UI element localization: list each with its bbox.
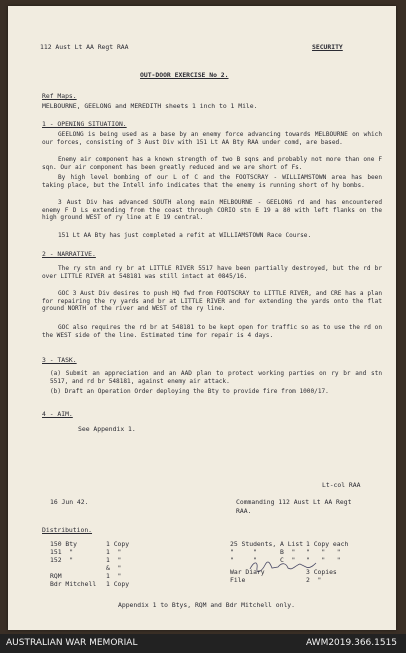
document-page <box>8 6 396 630</box>
signatory-rank: Lt-col RAA <box>322 481 361 489</box>
section-2-para-2: GOC 3 Aust Div desires to push HQ fwd from FOOTSCRAY to LITTLE RIVER, and CRE has a plan for repairing the ry yards and br at LITTLE RIVER and for extending the yards onto the flat ground NORTH of the river and WEST of the ry line. <box>42 290 382 312</box>
section-4-text: See Appendix 1. <box>78 425 136 433</box>
command-line-1: Commanding 112 Aust Lt AA Regt <box>236 498 352 506</box>
section-3-heading: 3 - TASK. <box>42 356 77 364</box>
dist-left-to: 151 " <box>50 548 74 556</box>
archive-footer-bar <box>0 634 406 653</box>
dist-left-to: 150 Bty <box>50 540 77 548</box>
dist-left-qty: 1 Copy <box>106 580 130 588</box>
section-2-heading: 2 - NARRATIVE. <box>42 250 96 258</box>
dist-left-qty: 1 Copy <box>106 540 130 548</box>
dist-right-qty: 1 Copy each <box>306 540 349 548</box>
dist-left-qty: & " <box>106 564 122 572</box>
appendix-distribution-note: Appendix 1 to Btys, RQM and Bdr Mitchell only. <box>118 601 295 609</box>
dist-right-to: 25 Students, A List <box>230 540 304 548</box>
section-4-heading: 4 - AIM. <box>42 410 73 418</box>
section-1-para-5: 151 Lt AA Bty has just completed a refit at WILLIAMSTOWN Race Course. <box>58 232 312 239</box>
dist-right-qty: 3 Copies <box>306 568 337 576</box>
ref-maps-text: MELBOURNE, GEELONG and MEREDITH sheets 1 inch to 1 Mile. <box>42 102 258 110</box>
issue-date: 16 Jun 42. <box>50 498 89 506</box>
command-line-2: RAA. <box>236 507 252 515</box>
section-1-para-3: By high level bombing of our L of C and the FOOTSCRAY - WILLIAMSTOWN area has been taking place, but the Intell info indicates that the enemy is running short of hy bombs. <box>42 174 382 189</box>
section-2-para-1: The ry stn and ry br at LITTLE RIVER 5517 have been partially destroyed, but the rd br over LITTLE RIVER at 548181 was still intact at 0845/16. <box>42 265 382 280</box>
dist-right-to: War Diary <box>230 568 265 576</box>
dist-left-qty: 1 " <box>106 572 122 580</box>
dist-left-qty: 1 " <box>106 556 122 564</box>
document-title: OUT-DOOR EXERCISE No 2. <box>140 71 229 79</box>
section-1-para-1: GEELONG is being used as a base by an enemy force advancing towards MELBOURNE on which our forces, consisting of 3 Aust Div with 151 Lt AA Bty RAA under comd, are based. <box>42 131 382 146</box>
dist-right-qty: 2 " <box>306 576 322 584</box>
archive-name: AUSTRALIAN WAR MEMORIAL <box>6 638 138 648</box>
section-3-task-a: (a) Submit an appreciation and an AAD plan to protect working parties on ry br and stn 5517, and rd br 548181, against enemy air attack. <box>50 370 382 385</box>
security-classification: SECURITY <box>312 43 343 51</box>
section-1-heading: 1 - OPENING SITUATION. <box>42 120 127 128</box>
unit-designation: 112 Aust Lt AA Regt RAA <box>40 43 129 51</box>
dist-right-to: File <box>230 576 246 584</box>
dist-right-qty: " " " <box>306 556 341 564</box>
dist-right-qty: " " " <box>306 548 341 556</box>
dist-left-to: RQM <box>50 572 62 580</box>
dist-left-to: 152 " <box>50 556 74 564</box>
ref-maps-label: Ref Maps. <box>42 92 77 100</box>
section-1-para-4: 3 Aust Div has advanced SOUTH along main MELBOURNE - GEELONG rd and has encountered enemy F D Ls extending from the coast through CORIO stn E 19 a 80 with left flanks on the high ground WEST of ry line at E 19 central. <box>42 199 382 221</box>
dist-right-to: " " B " <box>230 548 296 556</box>
dist-right-to: " " C " <box>230 556 296 564</box>
archive-reference: AWM2019.366.1515 <box>306 638 398 648</box>
distribution-heading: Distribution. <box>42 526 93 534</box>
section-2-para-3: GOC also requires the rd br at 548181 to be kept open for traffic so as to use the rd on the WEST side of the line. Estimated time for repair is 4 days. <box>42 324 382 339</box>
dist-left-qty: 1 " <box>106 548 122 556</box>
section-1-para-2: Enemy air component has a known strength of two B sqns and probably not more than one F sqn. Our air component has been greatly reduced and we are short of Fs. <box>42 156 382 171</box>
section-3-task-b: (b) Draft an Operation Order deploying the Bty to provide fire from 1000/17. <box>50 388 329 395</box>
dist-left-to: Bdr Mitchell <box>50 580 97 588</box>
